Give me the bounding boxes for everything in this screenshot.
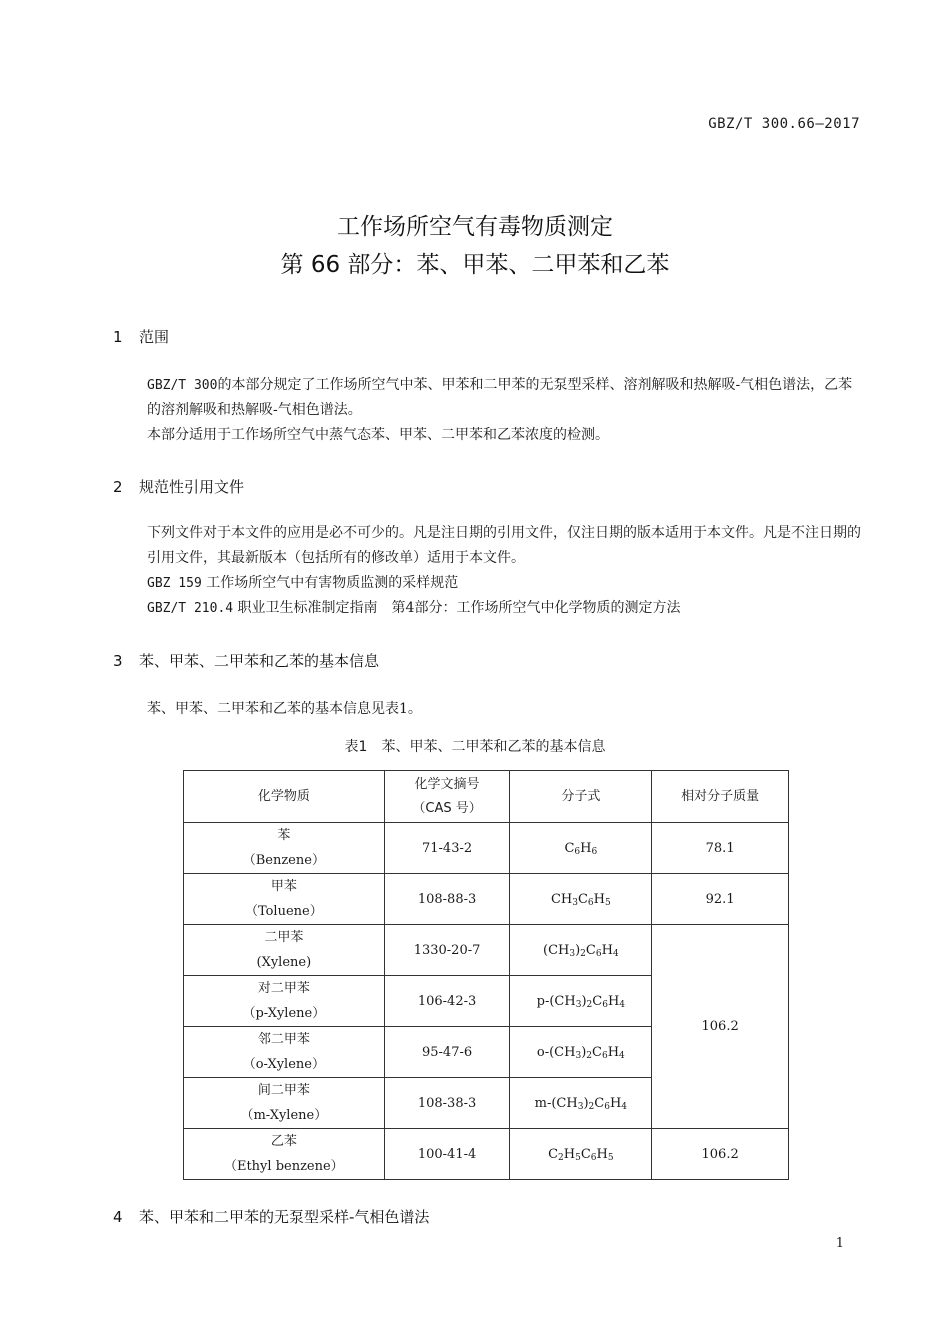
reference-title: 工作场所空气中有害物质监测的采样规范 bbox=[206, 575, 459, 591]
substance-en: （Toluene） bbox=[244, 904, 323, 919]
formula-cell: $(CH_3)_2C_6H_4$ bbox=[510, 925, 652, 976]
scope-text-body: 的本部分规定了工作场所空气中苯、甲苯和二甲苯的无泵型采样、溶剂解吸和热解吸-气相色谱法，乙苯的溶剂解吸和热解吸-气相色谱法。 bbox=[147, 377, 853, 418]
table-row bbox=[184, 1129, 789, 1180]
section-number: 3 bbox=[113, 652, 123, 670]
substance-en: (Xylene) bbox=[256, 955, 312, 970]
reference-code: GBZ 159 bbox=[147, 576, 202, 591]
mass-cell-merged: 106.2 bbox=[652, 925, 789, 1129]
substance-cell bbox=[184, 1078, 385, 1129]
document-title-line2: 第 66 部分：苯、甲苯、二甲苯和乙苯 bbox=[280, 252, 670, 278]
table-row bbox=[184, 823, 789, 874]
cas-cell: 108-38-3 bbox=[384, 1078, 510, 1129]
section-2-heading bbox=[113, 476, 244, 497]
section-number: 1 bbox=[113, 328, 123, 346]
cas-cell: 71-43-2 bbox=[384, 823, 510, 874]
substance-cell bbox=[184, 1027, 385, 1078]
formula-cell: $C_6H_6$ bbox=[510, 823, 652, 874]
formula-cell: $CH_3C_6H_5$ bbox=[510, 874, 652, 925]
formula-cell: $o-(CH_3)_2C_6H_4$ bbox=[510, 1027, 652, 1078]
substance-en: （Benzene） bbox=[242, 853, 325, 868]
substance-info-table bbox=[183, 770, 789, 1180]
cas-cell: 106-42-3 bbox=[384, 976, 510, 1027]
reference-2 bbox=[113, 596, 863, 621]
normative-text: 下列文件对于本文件的应用是必不可少的。凡是注日期的引用文件，仅注日期的版本适用于本文件。凡是不注日期的引用文件，其最新版本（包括所有的修改单）适用于本文件。 bbox=[147, 525, 861, 566]
header-substance: 化学物质 bbox=[184, 771, 385, 823]
header-cas bbox=[384, 771, 510, 823]
section-number: 2 bbox=[113, 478, 123, 496]
substance-cn: 乙苯 bbox=[270, 1134, 297, 1149]
section-title: 苯、甲苯和二甲苯的无泵型采样-气相色谱法 bbox=[139, 1208, 430, 1226]
substance-cn: 甲苯 bbox=[270, 879, 297, 894]
substance-en: （Ethyl benzene） bbox=[223, 1159, 344, 1174]
substance-cn: 对二甲苯 bbox=[257, 981, 310, 996]
section-3-heading bbox=[113, 650, 379, 671]
document-title-line1: 工作场所空气有毒物质测定 bbox=[337, 214, 613, 240]
scope-standard-ref: GBZ/T 300 bbox=[147, 378, 218, 393]
substance-cn: 苯 bbox=[277, 828, 291, 843]
cas-cell: 108-88-3 bbox=[384, 874, 510, 925]
cas-cell: 1330-20-7 bbox=[384, 925, 510, 976]
section-title: 规范性引用文件 bbox=[139, 478, 245, 496]
reference-title: 职业卫生标准制定指南 第4部分：工作场所空气中化学物质的测定方法 bbox=[237, 600, 681, 616]
substance-cn: 邻二甲苯 bbox=[257, 1032, 310, 1047]
table-1-caption: 表1 苯、甲苯、二甲苯和乙苯的基本信息 bbox=[344, 739, 606, 755]
substance-cell bbox=[184, 976, 385, 1027]
substance-cell bbox=[184, 823, 385, 874]
substance-cell bbox=[184, 874, 385, 925]
substance-en: （m-Xylene） bbox=[240, 1108, 328, 1123]
formula-cell: $C_2H_5C_6H_5$ bbox=[510, 1129, 652, 1180]
substance-cell bbox=[184, 1129, 385, 1180]
mass-cell: 106.2 bbox=[652, 1129, 789, 1180]
section-1-heading bbox=[113, 326, 169, 347]
header-formula: 分子式 bbox=[510, 771, 652, 823]
formula-cell: $p-(CH_3)_2C_6H_4$ bbox=[510, 976, 652, 1027]
header-mass: 相对分子质量 bbox=[652, 771, 789, 823]
substance-cn: 二甲苯 bbox=[264, 930, 304, 945]
applicability-text: 本部分适用于工作场所空气中蒸气态苯、甲苯、二甲苯和乙苯浓度的检测。 bbox=[147, 427, 609, 443]
substance-cn: 间二甲苯 bbox=[257, 1083, 310, 1098]
table-row bbox=[184, 874, 789, 925]
standard-code: GBZ/T 300.66—2017 bbox=[708, 116, 860, 132]
cas-cell: 95-47-6 bbox=[384, 1027, 510, 1078]
section-number: 4 bbox=[113, 1208, 123, 1226]
header-cas-line1: 化学文摘号 bbox=[414, 776, 480, 792]
formula-cell: $m-(CH_3)_2C_6H_4$ bbox=[510, 1078, 652, 1129]
cas-cell: 100-41-4 bbox=[384, 1129, 510, 1180]
section-title: 苯、甲苯、二甲苯和乙苯的基本信息 bbox=[139, 652, 380, 670]
section-3-paragraph bbox=[113, 697, 863, 722]
substance-cell bbox=[184, 925, 385, 976]
table-reference-text: 苯、甲苯、二甲苯和乙苯的基本信息见表1。 bbox=[147, 701, 422, 717]
reference-1 bbox=[113, 571, 863, 596]
substance-en: （o-Xylene） bbox=[242, 1057, 325, 1072]
section-2-paragraph bbox=[113, 521, 863, 621]
table-header-row bbox=[184, 771, 789, 823]
substance-en: （p-Xylene） bbox=[242, 1006, 326, 1021]
section-title: 范围 bbox=[139, 328, 170, 346]
section-1-paragraph bbox=[113, 373, 863, 448]
page-number: 1 bbox=[835, 1236, 844, 1251]
mass-cell: 78.1 bbox=[652, 823, 789, 874]
reference-code: GBZ/T 210.4 bbox=[147, 601, 234, 616]
scope-text bbox=[113, 373, 863, 423]
header-cas-line2: （CAS 号） bbox=[412, 800, 482, 816]
section-4-heading bbox=[113, 1206, 429, 1227]
table-row bbox=[184, 925, 789, 976]
mass-cell: 92.1 bbox=[652, 874, 789, 925]
